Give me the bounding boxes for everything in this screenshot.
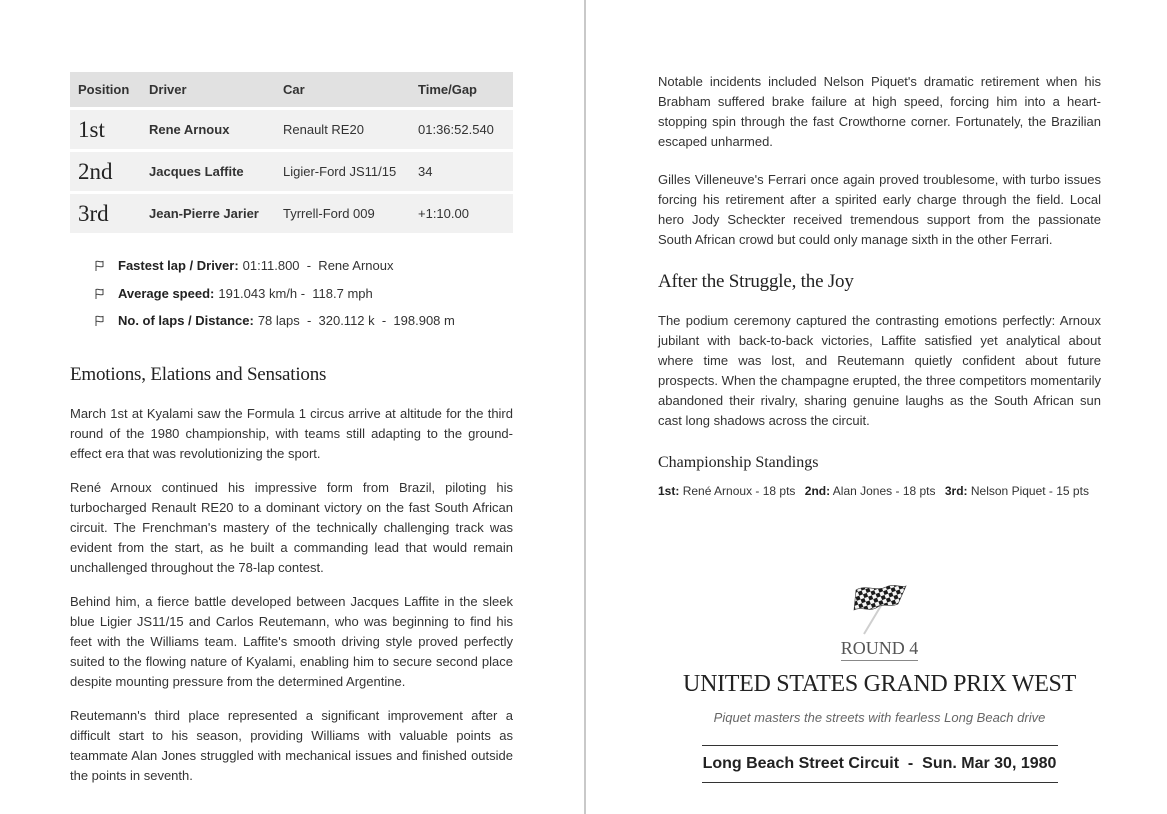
stat-value: 191.043 km/h - 118.7 mph	[218, 285, 373, 301]
body-paragraph: Reutemann's third place represented a significant improvement after a difficult start to his season, providing Williams with valuable points as teammate Alan Jones struggled with mechanical issues and finished outside the points in seventh.	[70, 707, 513, 783]
header-driver: Driver	[141, 72, 275, 107]
row-car: Ligier-Ford JS11/15	[275, 152, 410, 191]
right-page	[658, 72, 1101, 498]
row-time: +1:10.00	[410, 194, 513, 233]
flag-outline-icon	[94, 260, 106, 272]
row-position: 2nd	[70, 152, 141, 191]
stat-laps-distance	[94, 312, 513, 340]
header-car: Car	[275, 72, 410, 107]
stat-label: No. of laps / Distance:	[118, 313, 254, 328]
stat-label: Fastest lap / Driver:	[118, 258, 239, 273]
row-car: Renault RE20	[275, 110, 410, 149]
header-position: Position	[70, 72, 141, 107]
header-time: Time/Gap	[410, 72, 513, 107]
stat-average-speed	[94, 285, 513, 313]
standings-heading: Championship Standings	[658, 454, 819, 471]
race-stats-list	[94, 257, 513, 340]
body-paragraph: Notable incidents included Nelson Piquet's dramatic retirement when his Brabham suffered brake failure at high speed, forcing him into a heart-stopping spin through the fast Crowthorne corner. Fortunately, the Brazilian escaped unharmed.	[658, 74, 1101, 149]
row-driver: Rene Arnoux	[141, 110, 275, 149]
row-driver: Jacques Laffite	[141, 152, 275, 191]
row-time: 34	[410, 152, 513, 191]
row-position: 3rd	[70, 194, 141, 233]
table-row	[70, 152, 513, 191]
checkered-flag-icon	[850, 582, 910, 636]
body-paragraph: Gilles Villeneuve's Ferrari once again proved troublesome, with turbo issues forcing his retirement after a spirited early charge through the field. Local hero Jody Scheckter received tremendous support from the passionate South African crowd but could only manage sixth in the other Ferrari.	[658, 172, 1101, 247]
row-time: 01:36:52.540	[410, 110, 513, 149]
table-row	[70, 194, 513, 233]
row-car: Tyrrell-Ford 009	[275, 194, 410, 233]
stat-value: 01:11.800 - Rene Arnoux	[242, 258, 394, 273]
next-round-block	[658, 582, 1101, 783]
flag-outline-icon	[94, 315, 106, 327]
standing-value: Alan Jones - 18 pts	[832, 484, 936, 498]
row-position: 1st	[70, 110, 141, 149]
stat-value: 78 laps - 320.112 k - 198.908 m	[257, 313, 455, 328]
stat-label: Average speed:	[118, 285, 215, 301]
results-table	[70, 69, 513, 236]
standing-label: 3rd:	[944, 484, 968, 498]
championship-standings	[658, 484, 1101, 498]
standing-value: Nelson Piquet - 15 pts	[970, 484, 1089, 498]
table-row	[70, 110, 513, 149]
standing-value: René Arnoux - 18 pts	[682, 484, 796, 498]
standing-label: 1st:	[658, 484, 680, 498]
round-title: UNITED STATES GRAND PRIX WEST	[683, 671, 1076, 697]
row-driver: Jean-Pierre Jarier	[141, 194, 275, 233]
venue-date: Long Beach Street Circuit - Sun. Mar 30, 1980	[702, 745, 1058, 783]
round-label: ROUND 4	[841, 638, 919, 661]
body-paragraph: The podium ceremony captured the contrasting emotions perfectly: Arnoux jubilant with back-to-back victories, Laffite satisfied yet analytical about where time was lost, and Reutemann quietly confident about future prospects. When the champagne erupted, the three competitors momentarily abandoned their rivalry, sharing genuine laughs as the South African sun cast long shadows across the circuit.	[658, 313, 1101, 428]
body-paragraph: Behind him, a fierce battle developed between Jacques Laffite in the sleek blue Ligier JS11/15 and Carlos Reutemann, who was beginning to find his feet with the Williams team. Laffite's smooth driving style proved perfectly suited to the flowing nature of Kyalami, enabling him to secure second place despite mounting pressure from the determined Argentine.	[70, 593, 513, 689]
results-header-row	[70, 72, 513, 107]
left-page	[70, 72, 513, 800]
flag-outline-icon	[94, 288, 106, 300]
section-heading-emotions: Emotions, Elations and Sensations	[70, 363, 327, 385]
page-divider	[584, 0, 586, 814]
standing-label: 2nd:	[804, 484, 831, 498]
round-subtitle: Piquet masters the streets with fearless Long Beach drive	[713, 710, 1046, 725]
stat-fastest-lap	[94, 257, 513, 285]
body-paragraph: René Arnoux continued his impressive form from Brazil, piloting his turbocharged Renault RE20 to a dominant victory on the fast South African circuit. The Frenchman's mastery of the technically challenging track was evident from the start, as he built a commanding lead that would remain unchallenged throughout the 78-lap contest.	[70, 479, 513, 575]
section-heading-joy: After the Struggle, the Joy	[658, 271, 854, 292]
body-paragraph: March 1st at Kyalami saw the Formula 1 circus arrive at altitude for the third round of the 1980 championship, with teams still adapting to the ground-effect era that was revolutionizing the sport.	[70, 405, 513, 461]
